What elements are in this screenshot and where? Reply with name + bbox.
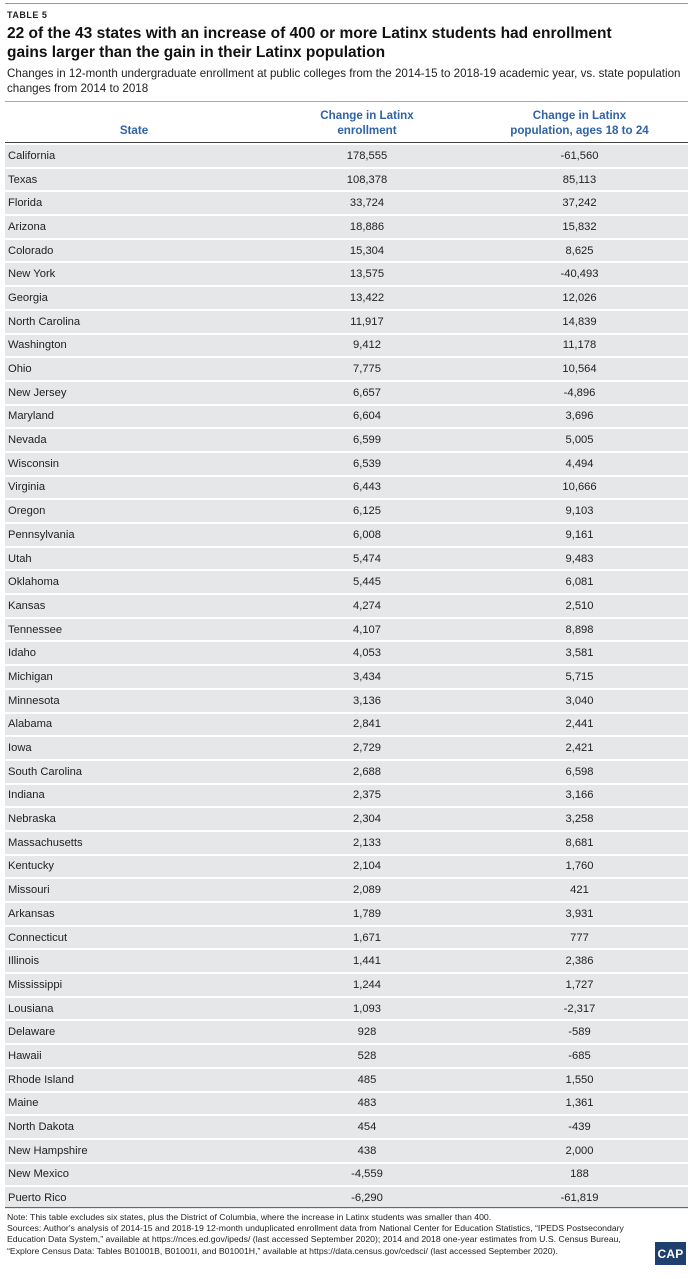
cell-population: -685 [471, 1045, 688, 1067]
table-row [5, 216, 688, 238]
cell-enrollment: 2,133 [263, 832, 471, 854]
cell-state: New Mexico [5, 1164, 263, 1186]
table-row [5, 737, 688, 759]
cell-state: Washington [5, 335, 263, 357]
table-row [5, 1093, 688, 1115]
cell-population: 14,839 [471, 311, 688, 333]
table-row [5, 145, 688, 167]
table-row [5, 169, 688, 191]
table-row [5, 240, 688, 262]
cell-population: -61,819 [471, 1187, 688, 1209]
cell-state: South Carolina [5, 761, 263, 783]
table-row [5, 500, 688, 522]
cell-enrollment: 9,412 [263, 335, 471, 357]
table-row [5, 832, 688, 854]
cell-state: New Jersey [5, 382, 263, 404]
cell-enrollment: 6,008 [263, 524, 471, 546]
table-body [5, 145, 688, 1209]
cell-state: Iowa [5, 737, 263, 759]
table-row [5, 335, 688, 357]
cell-enrollment: 438 [263, 1140, 471, 1162]
cell-state: Pennsylvania [5, 524, 263, 546]
cell-population: 6,598 [471, 761, 688, 783]
table-row [5, 1021, 688, 1043]
cell-population: 1,760 [471, 856, 688, 878]
table-row [5, 998, 688, 1020]
cell-population: 85,113 [471, 169, 688, 191]
cell-population: 5,715 [471, 666, 688, 688]
cell-enrollment: 2,375 [263, 785, 471, 807]
cell-population: 9,161 [471, 524, 688, 546]
cell-population: 8,898 [471, 619, 688, 641]
data-table [5, 99, 688, 1211]
cell-population: 9,483 [471, 548, 688, 570]
cell-enrollment: -6,290 [263, 1187, 471, 1209]
cell-state: Utah [5, 548, 263, 570]
cell-population: 2,510 [471, 595, 688, 617]
cell-enrollment: 6,539 [263, 453, 471, 475]
cell-enrollment: 928 [263, 1021, 471, 1043]
cell-population: -40,493 [471, 263, 688, 285]
table-row [5, 879, 688, 901]
cell-enrollment: 6,599 [263, 429, 471, 451]
cell-enrollment: 2,089 [263, 879, 471, 901]
header-rule [5, 142, 688, 143]
cell-population: 3,040 [471, 690, 688, 712]
cell-state: Puerto Rico [5, 1187, 263, 1209]
cell-state: Indiana [5, 785, 263, 807]
table-row [5, 1140, 688, 1162]
header-row [5, 101, 688, 140]
cell-state: North Carolina [5, 311, 263, 333]
table-row [5, 548, 688, 570]
cell-state: Oregon [5, 500, 263, 522]
table-row [5, 619, 688, 641]
table-row [5, 263, 688, 285]
table-row [5, 690, 688, 712]
cell-state: Virginia [5, 477, 263, 499]
cell-population: 5,005 [471, 429, 688, 451]
table-row [5, 192, 688, 214]
table-row [5, 311, 688, 333]
cell-population: 1,727 [471, 974, 688, 996]
header-population [471, 101, 688, 140]
cell-state: Lousiana [5, 998, 263, 1020]
cell-enrollment: -4,559 [263, 1164, 471, 1186]
cell-state: Missouri [5, 879, 263, 901]
cell-population: 421 [471, 879, 688, 901]
footnotes [7, 1212, 647, 1257]
cell-state: Ohio [5, 358, 263, 380]
cell-state: Massachusetts [5, 832, 263, 854]
cell-enrollment: 454 [263, 1116, 471, 1138]
cell-population: 11,178 [471, 335, 688, 357]
cell-enrollment: 1,789 [263, 903, 471, 925]
table-row [5, 642, 688, 664]
table-row [5, 808, 688, 830]
table-subtitle: Changes in 12-month undergraduate enrollment at public colleges from the 2014-15 to 2018-19 academic year, vs. state population changes from 2014 to 2018 [7, 67, 681, 95]
table-title: 22 of the 43 states with an increase of 400 or more Latinx students had enrollment gains larger than the gain in their Latinx population [7, 25, 612, 61]
cell-state: California [5, 145, 263, 167]
cell-population: 37,242 [471, 192, 688, 214]
table-row [5, 382, 688, 404]
table-row [5, 927, 688, 949]
cell-population: 188 [471, 1164, 688, 1186]
cell-enrollment: 2,104 [263, 856, 471, 878]
cell-enrollment: 2,841 [263, 714, 471, 736]
header-population-text: Change in Latinx population, ages 18 to 24 [510, 109, 649, 137]
cell-state: Illinois [5, 950, 263, 972]
table-row [5, 358, 688, 380]
cell-population: 3,931 [471, 903, 688, 925]
cell-enrollment: 2,729 [263, 737, 471, 759]
cell-state: Arkansas [5, 903, 263, 925]
cell-population: 8,681 [471, 832, 688, 854]
cell-population: 1,361 [471, 1093, 688, 1115]
cell-enrollment: 11,917 [263, 311, 471, 333]
cell-population: -2,317 [471, 998, 688, 1020]
table-row [5, 666, 688, 688]
cell-enrollment: 6,657 [263, 382, 471, 404]
cell-state: North Dakota [5, 1116, 263, 1138]
cell-state: Nebraska [5, 808, 263, 830]
bottom-rule [5, 1207, 688, 1208]
cell-enrollment: 4,107 [263, 619, 471, 641]
cell-population: 10,564 [471, 358, 688, 380]
cell-state: Delaware [5, 1021, 263, 1043]
cell-enrollment: 6,604 [263, 406, 471, 428]
table-row [5, 903, 688, 925]
table-row [5, 287, 688, 309]
cell-enrollment: 3,136 [263, 690, 471, 712]
note-text: Note: This table excludes six states, plus the District of Columbia, where the increase in Latinx students was smaller than 400. [7, 1212, 492, 1222]
table-row [5, 429, 688, 451]
cell-state: Florida [5, 192, 263, 214]
table-row [5, 477, 688, 499]
table-row [5, 1045, 688, 1067]
cell-state: Minnesota [5, 690, 263, 712]
cell-enrollment: 485 [263, 1069, 471, 1091]
table-row [5, 595, 688, 617]
cell-population: 2,421 [471, 737, 688, 759]
table-row [5, 761, 688, 783]
cell-population: -4,896 [471, 382, 688, 404]
cell-state: Colorado [5, 240, 263, 262]
cell-enrollment: 5,445 [263, 571, 471, 593]
cell-state: Texas [5, 169, 263, 191]
cell-enrollment: 483 [263, 1093, 471, 1115]
cell-enrollment: 3,434 [263, 666, 471, 688]
cell-state: Oklahoma [5, 571, 263, 593]
cell-population: 3,696 [471, 406, 688, 428]
cell-enrollment: 15,304 [263, 240, 471, 262]
cell-population: -589 [471, 1021, 688, 1043]
cell-population: 12,026 [471, 287, 688, 309]
cell-state: Georgia [5, 287, 263, 309]
table-row [5, 1069, 688, 1091]
cell-enrollment: 2,304 [263, 808, 471, 830]
cell-population: 4,494 [471, 453, 688, 475]
table-row [5, 571, 688, 593]
table-row [5, 974, 688, 996]
table-row [5, 856, 688, 878]
cell-state: New York [5, 263, 263, 285]
cell-population: 9,103 [471, 500, 688, 522]
cap-logo: CAP [655, 1242, 686, 1265]
cell-population: 3,166 [471, 785, 688, 807]
cell-enrollment: 18,886 [263, 216, 471, 238]
cell-state: Maryland [5, 406, 263, 428]
table-row [5, 453, 688, 475]
cell-population: 2,441 [471, 714, 688, 736]
cell-enrollment: 1,093 [263, 998, 471, 1020]
cell-enrollment: 2,688 [263, 761, 471, 783]
cell-enrollment: 4,274 [263, 595, 471, 617]
cell-population: 1,550 [471, 1069, 688, 1091]
cell-enrollment: 13,575 [263, 263, 471, 285]
table-row [5, 1164, 688, 1186]
cell-state: Kansas [5, 595, 263, 617]
cell-state: Hawaii [5, 1045, 263, 1067]
cell-state: New Hampshire [5, 1140, 263, 1162]
cell-state: Michigan [5, 666, 263, 688]
cell-state: Kentucky [5, 856, 263, 878]
cell-population: 10,666 [471, 477, 688, 499]
cell-population: 3,258 [471, 808, 688, 830]
cell-enrollment: 528 [263, 1045, 471, 1067]
table-row [5, 785, 688, 807]
top-rule [5, 3, 688, 4]
cell-enrollment: 1,441 [263, 950, 471, 972]
cell-population: -439 [471, 1116, 688, 1138]
cell-enrollment: 5,474 [263, 548, 471, 570]
cell-state: Tennessee [5, 619, 263, 641]
cell-population: 3,581 [471, 642, 688, 664]
table-row [5, 1116, 688, 1138]
cell-state: Mississippi [5, 974, 263, 996]
cell-state: Rhode Island [5, 1069, 263, 1091]
cell-enrollment: 4,053 [263, 642, 471, 664]
header-enrollment-text: Change in Latinx enrollment [320, 109, 414, 137]
cell-enrollment: 6,443 [263, 477, 471, 499]
table-row [5, 406, 688, 428]
header-state: State [5, 101, 263, 140]
cell-enrollment: 13,422 [263, 287, 471, 309]
table-row [5, 714, 688, 736]
cell-population: 15,832 [471, 216, 688, 238]
sources-text: Sources: Author's analysis of 2014-15 and 2018-19 12-month unduplicated enrollment data from National Center for Education Statistics, “IPEDS Postsecondary Education Data System,” available at https://nces.ed.gov/ipeds/ (last accessed September 2020); 2014 and 2018 one-year estimates from U.S. Census Bureau, “Explore Census Data: Tables B01001B, B01001I, and B01001H,” available at https://data.census.gov/cedsci/ (last accessed September 2020). [7, 1223, 624, 1256]
cell-state: Maine [5, 1093, 263, 1115]
cell-population: 2,386 [471, 950, 688, 972]
cell-enrollment: 108,378 [263, 169, 471, 191]
table-row [5, 950, 688, 972]
cell-population: 8,625 [471, 240, 688, 262]
cell-population: -61,560 [471, 145, 688, 167]
cell-population: 777 [471, 927, 688, 949]
cell-population: 6,081 [471, 571, 688, 593]
cell-state: Idaho [5, 642, 263, 664]
table-row [5, 524, 688, 546]
cell-enrollment: 1,244 [263, 974, 471, 996]
cell-enrollment: 33,724 [263, 192, 471, 214]
table-label: TABLE 5 [7, 10, 48, 20]
cell-state: Arizona [5, 216, 263, 238]
cell-enrollment: 7,775 [263, 358, 471, 380]
cell-enrollment: 1,671 [263, 927, 471, 949]
table-row [5, 1187, 688, 1209]
cell-population: 2,000 [471, 1140, 688, 1162]
cell-enrollment: 178,555 [263, 145, 471, 167]
cell-state: Nevada [5, 429, 263, 451]
cell-state: Wisconsin [5, 453, 263, 475]
cell-enrollment: 6,125 [263, 500, 471, 522]
cell-state: Alabama [5, 714, 263, 736]
header-enrollment [263, 101, 471, 140]
cell-state: Connecticut [5, 927, 263, 949]
